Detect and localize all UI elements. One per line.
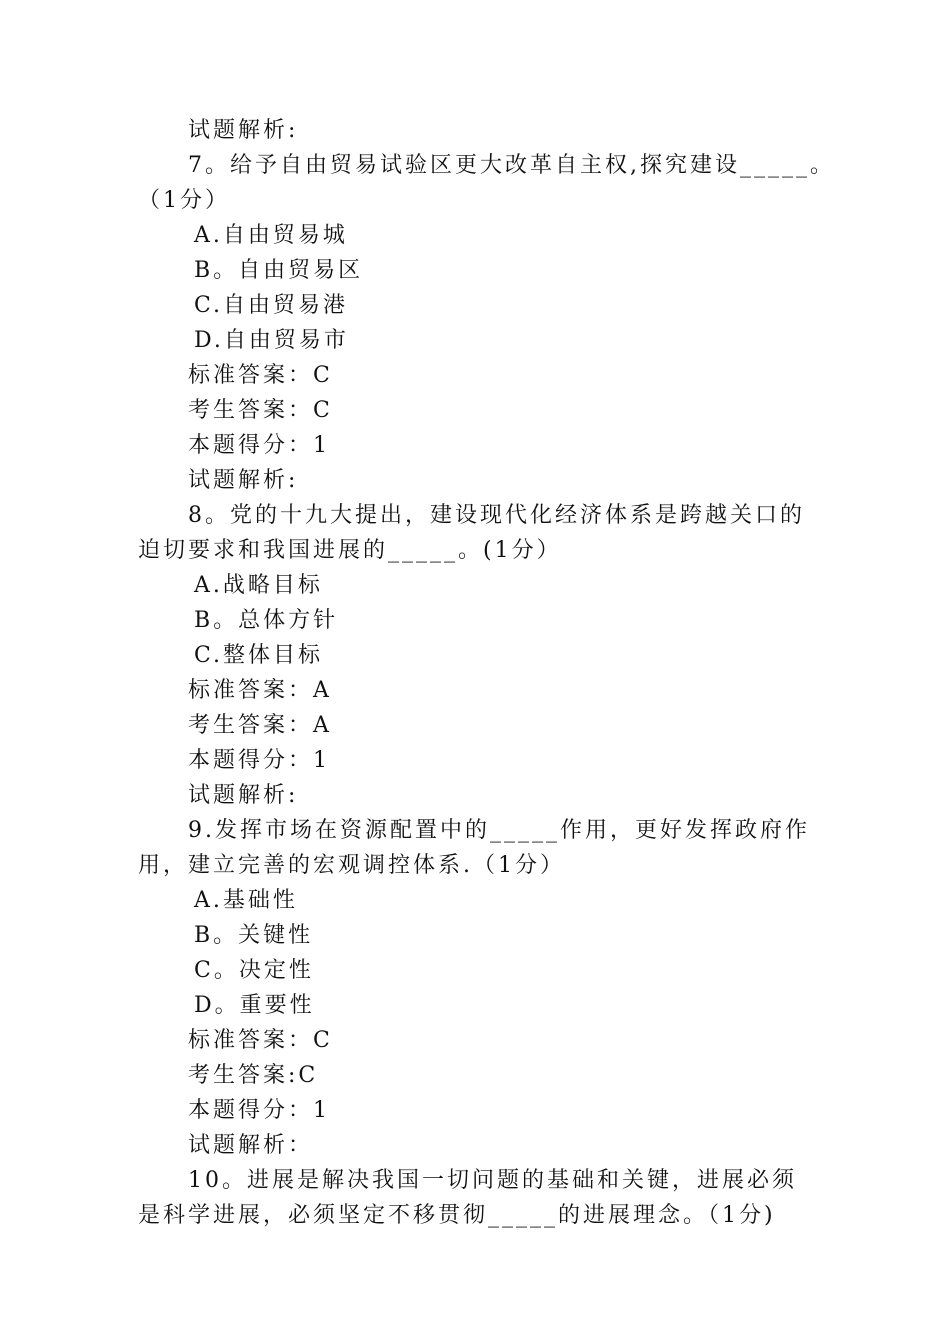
q7-analysis-label: 试题解析:	[188, 468, 299, 493]
q6-analysis-label: 试题解析:	[188, 118, 299, 143]
q7-option-a: A.自由贸易城	[194, 223, 348, 248]
q7-score: 本题得分：1	[188, 433, 330, 458]
q9-option-b: B。关键性	[194, 923, 314, 948]
q8-stem-line2: 迫切要求和我国进展的_____。(1分）	[138, 538, 562, 563]
q8-option-b: B。总体方针	[194, 608, 339, 633]
q9-analysis-label: 试题解析：	[188, 1133, 314, 1158]
q8-student-answer: 考生答案：A	[188, 713, 332, 738]
q7-option-b: B。自由贸易区	[194, 258, 364, 283]
q9-student-answer: 考生答案:C	[188, 1063, 319, 1088]
q9-stem-line2: 用，建立完善的宏观调控体系.（1分）	[138, 853, 565, 878]
q9-standard-answer: 标准答案：C	[188, 1028, 333, 1053]
q7-option-d: D.自由贸易市	[194, 328, 349, 353]
q7-student-answer: 考生答案：C	[188, 398, 333, 423]
q9-stem-line1: 9.发挥市场在资源配置中的_____作用，更好发挥政府作	[188, 818, 810, 843]
q9-score: 本题得分：1	[188, 1098, 330, 1123]
q8-analysis-label: 试题解析:	[188, 783, 299, 808]
q7-stem-line2: （1分）	[138, 188, 230, 213]
q10-stem-line2: 是科学进展，必须坚定不移贯彻_____的进展理念。（1分)	[138, 1203, 776, 1228]
q8-score: 本题得分：1	[188, 748, 330, 773]
q7-stem-line1: 7。给予自由贸易试验区更大改革自主权,探究建设_____。	[188, 153, 835, 178]
q8-option-c: C.整体目标	[194, 643, 324, 668]
q9-option-c: C。决定性	[194, 958, 314, 983]
q8-standard-answer: 标准答案：A	[188, 678, 332, 703]
q7-standard-answer: 标准答案：C	[188, 363, 333, 388]
q8-stem-line1: 8。党的十九大提出，建设现代化经济体系是跨越关口的	[188, 503, 805, 528]
q10-stem-line1: 10。进展是解决我国一切问题的基础和关键，进展必须	[188, 1168, 797, 1193]
q9-option-a: A.基础性	[194, 888, 298, 913]
q8-option-a: A.战略目标	[194, 573, 323, 598]
q7-option-c: C.自由贸易港	[194, 293, 349, 318]
q9-option-d: D。重要性	[194, 993, 315, 1018]
